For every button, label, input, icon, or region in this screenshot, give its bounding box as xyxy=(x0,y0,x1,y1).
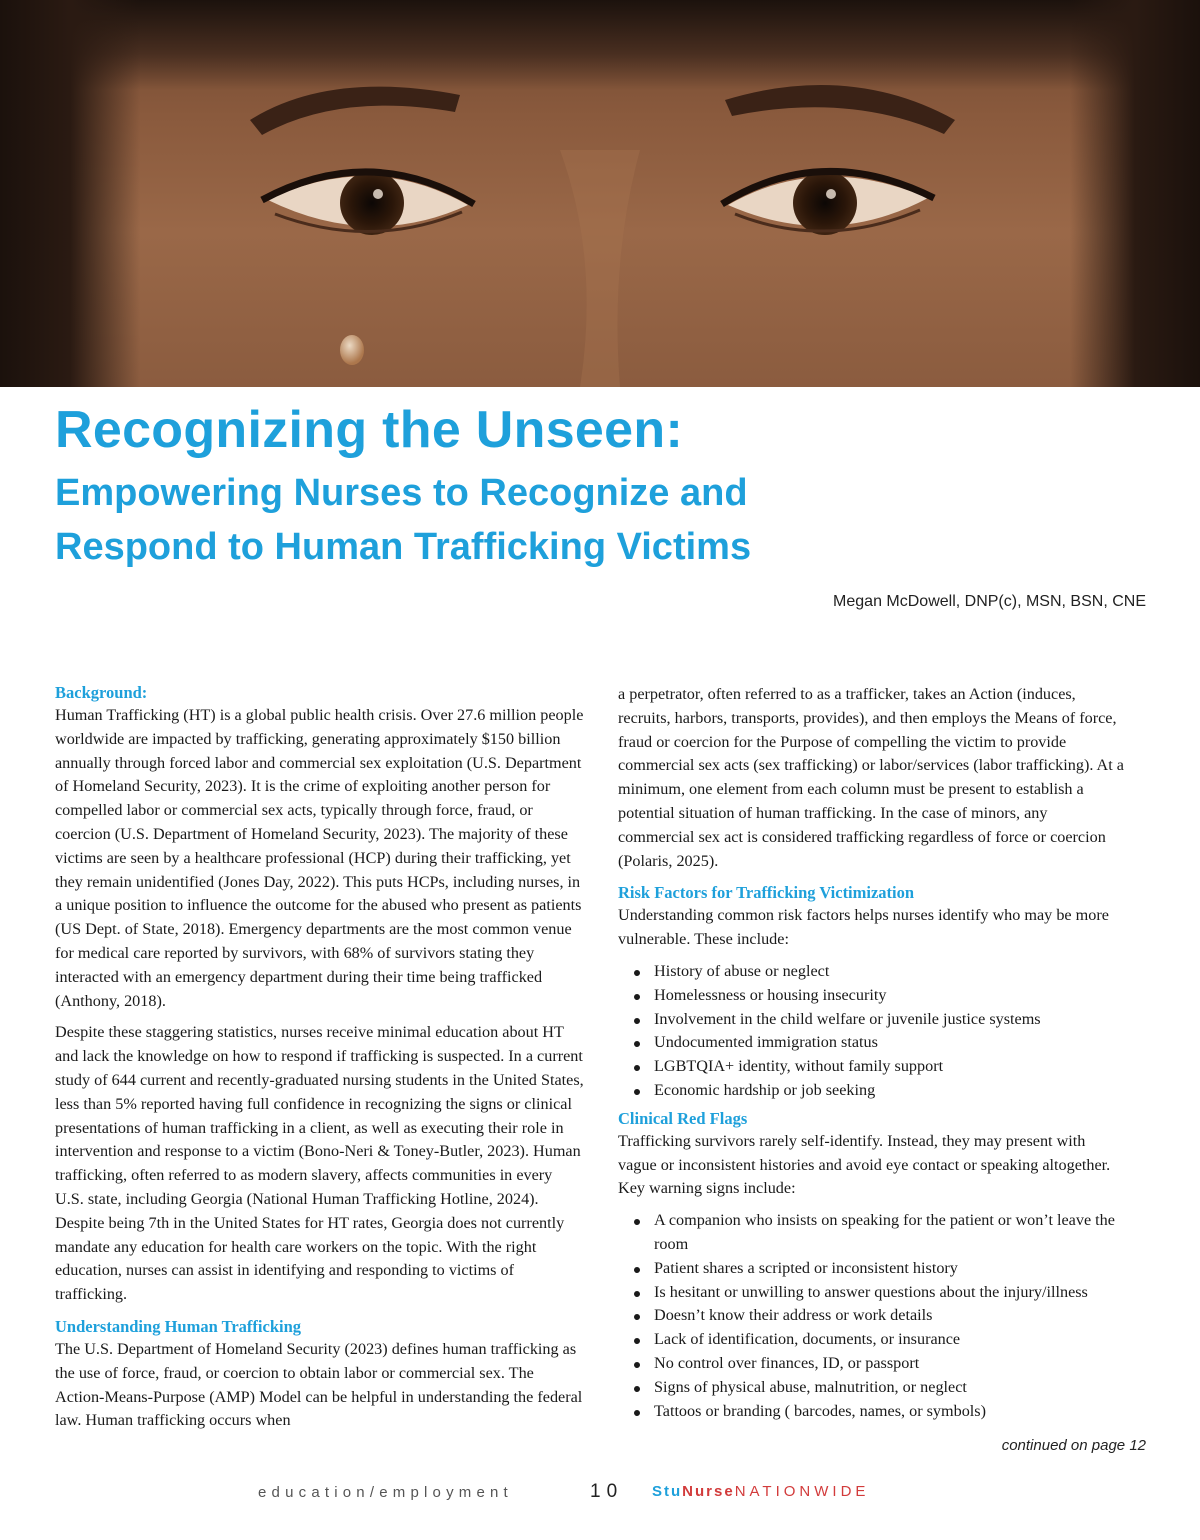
page-number: 10 xyxy=(590,1481,624,1502)
red-flags-heading: Clinical Red Flags xyxy=(618,1108,748,1128)
risk-factors-heading: Risk Factors for Trafficking Victimization xyxy=(618,883,915,903)
hero-face-illustration xyxy=(0,0,1200,387)
background-paragraph-2: Despite these staggering statistics, nurses receive minimal education about HT and lack the knowledge on how to respond if trafficking is suspected. In a current study of 644 current and recently-graduated nursing students in the United States, less than 5% reported having full confidence in recognizing the signs or clinical presentations of human trafficking in a client, as well as executing their role in intervention and response to a victim (Bono-Neri & Toney-Butler, 2023). Human trafficking, often referred to as modern slavery, affects communities in every U.S. state, including Georgia (National Human Trafficking Hotline, 2024). Despite being 7th in the United States for HT rates, Georgia does not currently mandate any education for health care workers on the topic. With the right education, nurses can assist in identifying and responding to victims of trafficking. xyxy=(55,1023,584,1304)
right-eyebrow xyxy=(725,85,955,134)
brand-nationwide: NATIONWIDE xyxy=(734,1483,870,1500)
article-subtitle xyxy=(55,466,1055,574)
list-item: Lack of identification, documents, or insurance xyxy=(618,1328,1126,1352)
understanding-paragraph: The U.S. Department of Homeland Security (2023) defines human trafficking as the use of force, fraud, or coercion to obtain labor or commercial sex. The Action-Means-Purpose (AMP) Model can be helpful in understanding the federal law. Human trafficking occurs when xyxy=(55,1339,583,1430)
list-item: No control over finances, ID, or passport xyxy=(618,1352,1126,1376)
risk-factors-list xyxy=(618,960,1126,1103)
left-eye xyxy=(262,171,474,235)
right-eye xyxy=(722,171,934,235)
red-flags-list xyxy=(618,1209,1126,1423)
continuation-paragraph: a perpetrator, often referred to as a trafficker, takes an Action (induces, recruits, harbors, transports, provides), and then employs the Means of force, fraud or coercion for the Purpose of compelling the victim to provide commercial sex acts (sex trafficking) or labor/services (labor trafficking). At a minimum, one element from each column must be present to establish a potential situation of human trafficking. In the case of minors, any commercial sex act is considered trafficking regardless of force or coercion (Polaris, 2025). xyxy=(618,685,1124,870)
list-item: Homelessness or housing insecurity xyxy=(618,984,1126,1008)
author-byline: Megan McDowell, DNP(c), MSN, BSN, CNE xyxy=(833,593,1146,610)
list-item: Economic hardship or job seeking xyxy=(618,1079,1126,1103)
brand-stu: Stu xyxy=(652,1483,683,1500)
list-item: Undocumented immigration status xyxy=(618,1031,1126,1055)
brand-logo xyxy=(652,1483,869,1500)
red-flags-intro: Trafficking survivors rarely self-identify. Instead, they may present with vague or inconsistent histories and avoid eye contact or speaking altogether. Key warning signs include: xyxy=(618,1131,1111,1198)
background-paragraph-1: Human Trafficking (HT) is a global public health crisis. Over 27.6 million people worldwide are impacted by trafficking, generating approximately $150 billion annually through forced labor and commercial sex exploitation (U.S. Department of Homeland Security, 2023). It is the crime of exploiting another person for compelled labor or commercial sex acts, typically through force, fraud, or coercion (U.S. Department of Homeland Security, 2023). The majority of these victims are seen by a healthcare professional (HCP) during their trafficking, yet they remain unidentified (Jones Day, 2022). This puts HCPs, including nurses, in a unique position to influence the outcome for the abused who present as patients (US Dept. of State, 2018). Emergency departments are the most common venue for medical care reported by survivors, with 68% of survivors stating they interacted with an emergency department during their time being trafficked (Anthony, 2018). xyxy=(55,706,584,1010)
right-column xyxy=(618,683,1126,1427)
list-item: Involvement in the child welfare or juvenile justice systems xyxy=(618,1008,1126,1032)
list-item: Signs of physical abuse, malnutrition, or neglect xyxy=(618,1376,1126,1400)
tear-drop xyxy=(340,335,364,365)
hero-image xyxy=(0,0,1200,387)
page-footer xyxy=(0,1482,1200,1506)
risk-factors-intro: Understanding common risk factors helps nurses identify who may be more vulnerable. These include: xyxy=(618,906,1109,949)
left-column xyxy=(55,681,585,1441)
continued-note: continued on page 12 xyxy=(1001,1437,1146,1454)
list-item: Patient shares a scripted or inconsistent history xyxy=(618,1257,1126,1281)
footer-section-label: education/employment xyxy=(258,1484,513,1501)
list-item: LGBTQIA+ identity, without family support xyxy=(618,1055,1126,1079)
list-item: Doesn’t know their address or work details xyxy=(618,1304,1126,1328)
understanding-heading: Understanding Human Trafficking xyxy=(55,1316,302,1336)
list-item: History of abuse or neglect xyxy=(618,960,1126,984)
background-heading: Background: xyxy=(55,683,148,702)
subtitle-line-1: Empowering Nurses to Recognize and xyxy=(55,472,748,514)
list-item: Is hesitant or unwilling to answer questions about the injury/illness xyxy=(618,1281,1126,1305)
brand-nurse: Nurse xyxy=(682,1483,735,1500)
list-item: Tattoos or branding ( barcodes, names, or symbols) xyxy=(618,1400,1126,1424)
subtitle-line-2: Respond to Human Trafficking Victims xyxy=(55,526,752,568)
article-title: Recognizing the Unseen: xyxy=(55,401,684,459)
left-eyebrow xyxy=(250,87,460,135)
list-item: A companion who insists on speaking for the patient or won’t leave the room xyxy=(618,1209,1126,1257)
